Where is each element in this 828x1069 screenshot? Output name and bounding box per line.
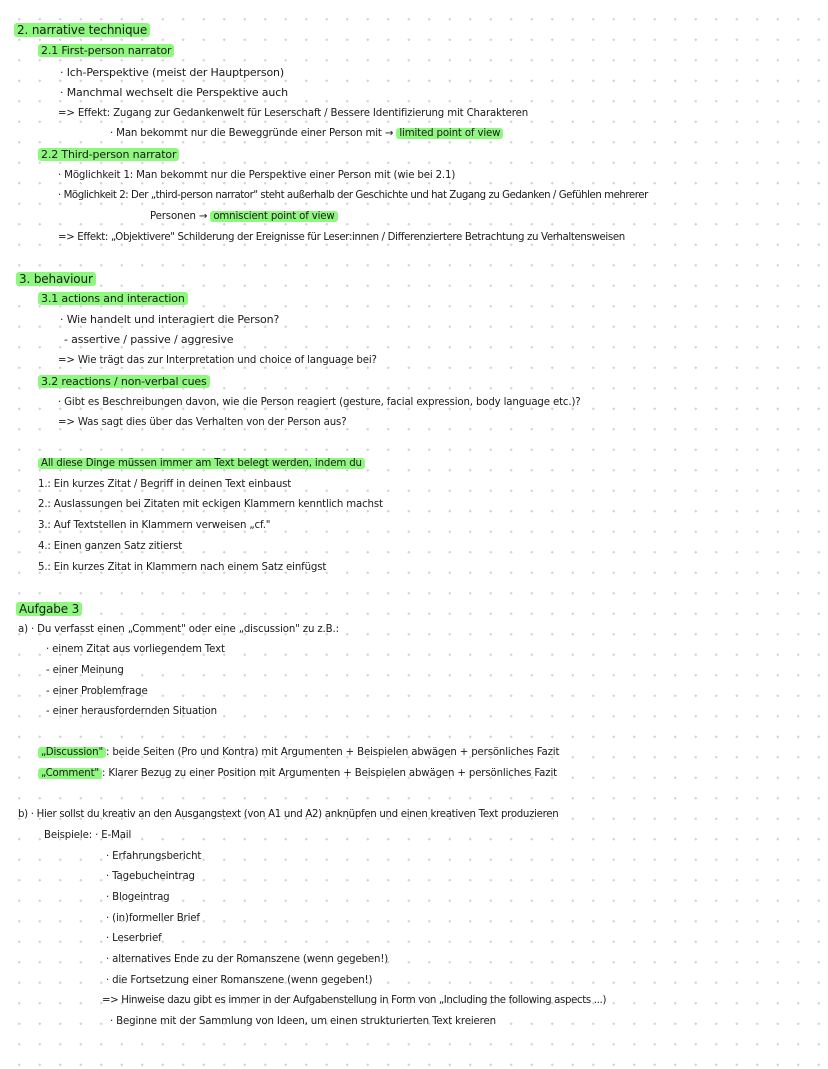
task-b-item: · Blogeintrag — [106, 892, 170, 903]
evidence-heading: All diese Dinge müssen immer am Text belegt werden, indem du — [38, 457, 365, 471]
note-line: · Ich-Perspektive (meist der Hauptperson) — [60, 66, 285, 79]
note-line: · Möglichkeit 1: Man bekommt nur die Perspektive einer Person mit (wie bei 2.1) — [58, 170, 456, 181]
task-b-intro: b) · Hier sollst du kreativ an den Ausgangstext (von A1 und A2) anknüpfen und einen kreativen Text produzieren — [18, 809, 559, 820]
note-line: · Manchmal wechselt die Perspektive auch — [60, 86, 288, 99]
note-line: Personen → omniscient point of view — [150, 210, 338, 224]
section-3-heading: 3. behaviour — [16, 272, 96, 286]
note-line: => Effekt: „Objektivere" Schilderung der Ereignisse für Leser:innen / Differenziertere Betrachtung zu Verhaltensweisen — [58, 232, 625, 243]
evidence-item: 5.: Ein kurzes Zitat in Klammern nach einem Satz einfügst — [38, 562, 327, 573]
task-b-examples-label: Beispiele: · E-Mail — [44, 830, 132, 841]
subsection-2-2-heading: 2.2 Third-person narrator — [38, 148, 179, 162]
evidence-item: 2.: Auslassungen bei Zitaten mit eckigen Klammern kenntlich machst — [38, 499, 383, 510]
task-b-item: · alternatives Ende zu der Romanszene (wenn gegeben!) — [106, 954, 389, 965]
note-line: => Wie trägt das zur Interpretation und choice of language bei? — [58, 355, 377, 366]
note-line: · Gibt es Beschreibungen davon, wie die Person reagiert (gesture, facial expression, body language etc.)? — [58, 397, 581, 408]
task-b-item: · die Fortsetzung einer Romanszene (wenn gegeben!) — [106, 975, 373, 986]
task-a-item: - einer Meinung — [46, 665, 124, 676]
note-line: · Man bekommt nur die Beweggründe einer Person mit → limited point of view — [110, 127, 503, 141]
evidence-item: 3.: Auf Textstellen in Klammern verweisen „cf." — [38, 520, 271, 531]
discussion-label: „Discussion" — [38, 747, 106, 758]
task-a-item: - einer herausfordernden Situation — [46, 706, 217, 717]
discussion-definition: „Discussion" : beide Seiten (Pro und Kontra) mit Argumenten + Beispielen abwägen + persönliches Fazit — [38, 746, 559, 760]
task-b-item: · Leserbrief — [106, 933, 162, 944]
highlight-limited-pov: limited point of view — [396, 128, 503, 139]
subsection-3-2-heading: 3.2 reactions / non-verbal cues — [38, 375, 210, 389]
task-b-item: => Hinweise dazu gibt es immer in der Aufgabenstellung in Form von „Including the following aspects ...) — [102, 995, 607, 1006]
note-line: · Wie handelt und interagiert die Person? — [60, 313, 280, 326]
task-b-item: · (in)formeller Brief — [106, 913, 200, 924]
comment-label: „Comment" — [38, 768, 102, 779]
highlight-omniscient-pov: omniscient point of view — [210, 211, 337, 222]
task-b-item: · Tagebucheintrag — [106, 871, 195, 882]
comment-definition: „Comment" : Klarer Bezug zu einer Position mit Argumenten + Beispielen abwägen + persönliches Fazit — [38, 767, 557, 781]
task-3-heading: Aufgabe 3 — [16, 602, 82, 616]
subsection-2-1-heading: 2.1 First-person narrator — [38, 44, 174, 58]
note-line: - assertive / passive / aggresive — [64, 333, 234, 346]
note-line: => Was sagt dies über das Verhalten von der Person aus? — [58, 417, 347, 428]
task-a-item: - einer Problemfrage — [46, 686, 148, 697]
task-a-intro: a) · Du verfasst einen „Comment" oder eine „discussion" zu z.B.: — [18, 624, 339, 635]
evidence-item: 1.: Ein kurzes Zitat / Begriff in deinen Text einbaust — [38, 479, 292, 490]
task-b-item: · Beginne mit der Sammlung von Ideen, um einen strukturierten Text kreieren — [110, 1016, 496, 1027]
note-line: => Effekt: Zugang zur Gedankenwelt für Leserschaft / Bessere Identifizierung mit Charakteren — [58, 108, 529, 119]
evidence-item: 4.: Einen ganzen Satz zitierst — [38, 541, 183, 552]
section-2-heading: 2. narrative technique — [14, 23, 150, 37]
task-a-item: · einem Zitat aus vorliegendem Text — [46, 644, 225, 655]
note-line: · Möglichkeit 2: Der „third-person narrator" steht außerhalb der Geschichte und hat Zugang zu Gedanken / Gefühlen mehrerer — [58, 190, 648, 201]
task-b-item: · Erfahrungsbericht — [106, 851, 202, 862]
subsection-3-1-heading: 3.1 actions and interaction — [38, 292, 188, 306]
